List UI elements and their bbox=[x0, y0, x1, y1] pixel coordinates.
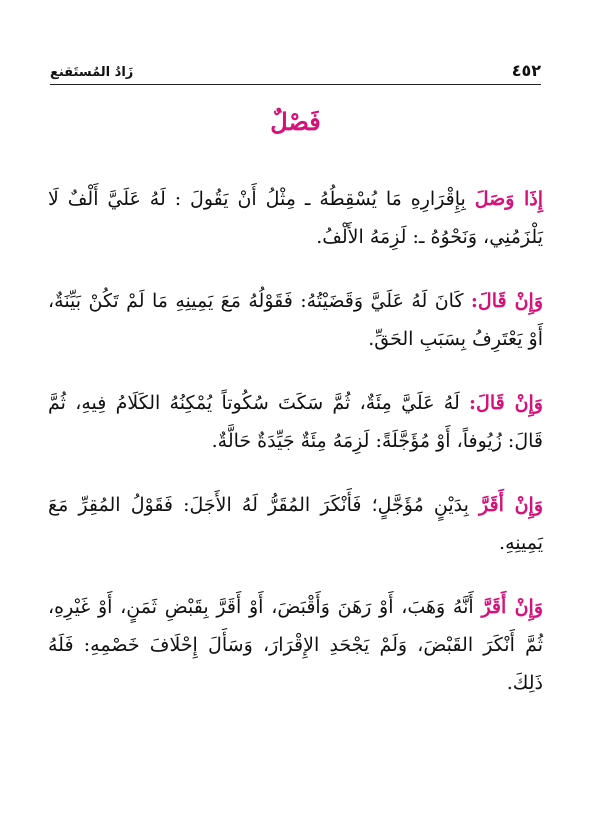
paragraph-text: لَهُ عَلَيَّ مِئَةٌ، ثُمَّ سَكَتَ سُكُوتاً يُمْكِنُهُ الكَلَامُ فِيهِ، ثُمَّ قَالَ: زُيُوفاً، أَوْ مُؤَجَّلَةً: لَزِمَهُ مِئَةٌ جَيِّدَةٌ حَالَّةٌ. bbox=[48, 392, 543, 452]
section-title: فَصْلٌ bbox=[270, 107, 321, 136]
paragraph-text: بِإِقْرَارِهِ مَا يُسْقِطُهُ ـ مِثْلُ أَنْ يَقُولَ : لَهُ عَلَيَّ أَلْفٌ لَا يَلْزَمُنِي، وَنَحْوُهُ ـ: لَزِمَهُ الأَلْفُ. bbox=[48, 188, 543, 248]
page-number: ٤٥٢ bbox=[511, 61, 541, 80]
header-divider bbox=[50, 84, 541, 85]
paragraph-lead: وَإِنْ قَالَ: bbox=[470, 290, 544, 312]
paragraph bbox=[48, 384, 543, 460]
running-title: زَادُ المُستَقنع bbox=[50, 65, 134, 80]
paragraph bbox=[48, 486, 543, 562]
paragraph-text: بِدَيْنٍ مُؤَجَّلٍ؛ فَأَنْكَرَ المُقَرُّ لَهُ الأَجَلَ: فَقَوْلُ المُقِرِّ مَعَ يَمِينِهِ. bbox=[48, 494, 543, 554]
paragraph-lead: وَإِنْ أَقَرَّ bbox=[479, 494, 543, 516]
paragraph bbox=[48, 588, 543, 702]
paragraph-text: كَانَ لَهُ عَلَيَّ وَقَضَيْتُهُ: فَقَوْلُهُ مَعَ يَمِينِهِ مَا لَمْ تَكُنْ بَيِّنَةٌ، أَوْ يَعْتَرِفُ بِسَبَبِ الحَقِّ. bbox=[48, 290, 543, 350]
paragraph bbox=[48, 180, 543, 256]
page-header bbox=[50, 52, 541, 80]
paragraph bbox=[48, 282, 543, 358]
paragraph-text: أَنَّهُ وَهَبَ، أَوْ رَهَنَ وَأَقْبَضَ، أَوْ أَقَرَّ بِقَبْضِ ثَمَنٍ، أَوْ غَيْرِهِ، ثُمَّ أَنْكَرَ القَبْضَ، وَلَمْ يَجْحَدِ الإِقْرَارَ، وَسَأَلَ إِحْلَافَ خَصْمِهِ: فَلَهُ ذَلِكَ. bbox=[48, 596, 543, 694]
paragraph-lead: وَإِنْ أَقَرَّ bbox=[481, 596, 544, 618]
paragraph-lead: وَإِنْ قَالَ: bbox=[469, 392, 543, 414]
body-text bbox=[48, 180, 543, 728]
paragraph-lead: إِذَا وَصَلَ bbox=[474, 188, 543, 210]
